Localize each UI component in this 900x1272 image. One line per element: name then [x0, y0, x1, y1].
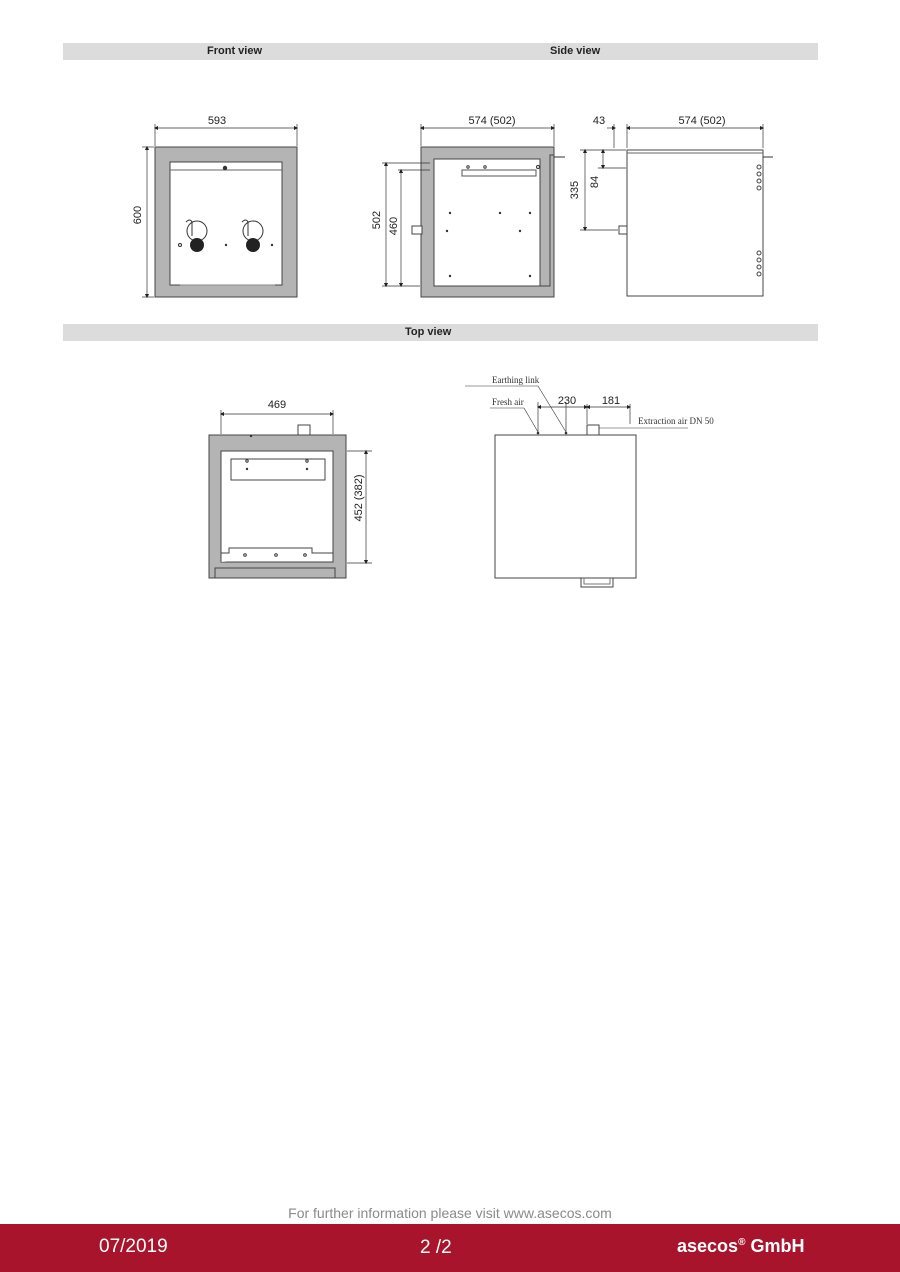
footer-bar	[0, 1224, 900, 1272]
front-view-drawing	[132, 115, 297, 297]
section-title-front-view: Front view	[207, 45, 263, 57]
section-title-top-view: Top view	[405, 326, 452, 338]
side-height-335-dimension: 335	[569, 180, 581, 200]
top-230-dimension: 230	[557, 395, 577, 407]
side-height-84-dimension: 84	[589, 175, 601, 189]
side-view-exterior-drawing	[569, 115, 773, 296]
company-suffix: GmbH	[745, 1236, 805, 1256]
footer-website-note: For further information please visit www.asecos.com	[288, 1205, 612, 1221]
top-depth-dimension: 452 (382)	[353, 474, 365, 522]
side-height-outer-dimension: 502	[371, 210, 383, 230]
front-width-dimension: 593	[207, 115, 227, 127]
front-valve-left	[179, 220, 208, 252]
top-view-exterior-drawing	[465, 375, 714, 587]
side-offset-dimension: 43	[592, 115, 606, 127]
side-depth-dimension: 574 (502)	[468, 115, 516, 127]
footer-date: 07/2019	[99, 1236, 168, 1257]
top-181-dimension: 181	[601, 395, 621, 407]
footer-page-number: 2 /2	[420, 1237, 452, 1258]
section-title-side-view: Side view	[550, 45, 601, 57]
top-view-section-drawing	[209, 399, 372, 578]
earthing-link-label: Earthing link	[492, 375, 540, 385]
side-height-inner-dimension: 460	[388, 216, 400, 236]
registered-mark: ®	[738, 1237, 746, 1248]
company-brand: asecos	[677, 1236, 739, 1256]
extraction-air-label: Extraction air DN 50	[638, 416, 714, 426]
side-depth-right-dimension: 574 (502)	[678, 115, 726, 127]
front-height-dimension: 600	[132, 205, 144, 225]
front-valve-right	[225, 220, 273, 252]
side-view-section-drawing	[371, 115, 565, 297]
top-width-dimension: 469	[267, 399, 287, 411]
fresh-air-label: Fresh air	[492, 397, 524, 407]
footer-company-name	[677, 1236, 804, 1257]
